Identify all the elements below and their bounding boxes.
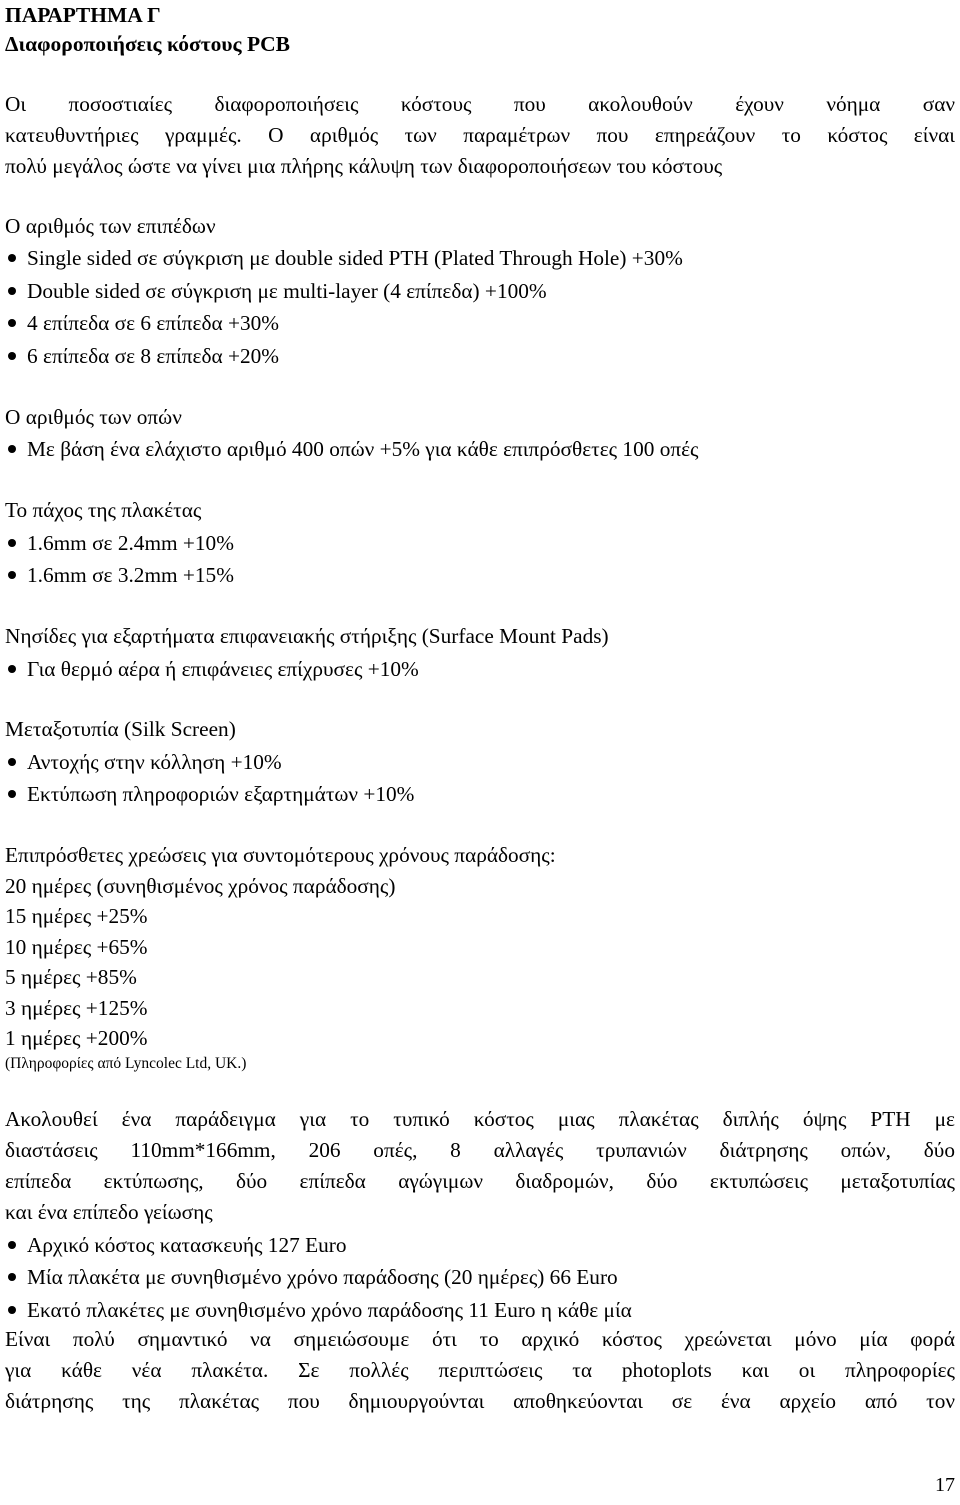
page-number: 17 bbox=[935, 1474, 955, 1496]
closing-line-2: για κάθε νέα πλακέτα. Σε πολλές περιπτώσεις τα photoplots και οι πληροφορίες bbox=[5, 1358, 955, 1382]
bullet-icon bbox=[8, 1241, 16, 1249]
closing-line-3: διάτρησης της πλακέτας που δημιουργούνται αποθηκεύονται σε ένα αρχείο από τον bbox=[5, 1389, 955, 1413]
intro-line-2: κατευθυντήριες γραμμές. Ο αριθμός των παραμέτρων που επηρεάζουν το κόστος είναι bbox=[5, 123, 955, 147]
bullet-icon bbox=[8, 758, 16, 766]
list-item: 1.6mm σε 2.4mm +10% bbox=[5, 528, 234, 559]
bullet-icon bbox=[8, 254, 16, 262]
example-line-4: και ένα επίπεδο γείωσης bbox=[5, 1200, 213, 1224]
intro-line-3: πολύ μεγάλος ώστε να γίνει μια πλήρης κάλυψη των διαφοροποιήσεων του κόστους bbox=[5, 154, 723, 178]
list-item: Για θερμό αέρα ή επιφάνειες επίχρυσες +10% bbox=[5, 654, 419, 685]
list-item: 4 επίπεδα σε 6 επίπεδα +30% bbox=[5, 308, 279, 339]
section-title-pads: Νησίδες για εξαρτήματα επιφανειακής στήριξης (Surface Mount Pads) bbox=[5, 624, 609, 648]
document-title: Διαφοροποιήσεις κόστους PCB bbox=[5, 32, 290, 56]
delivery-line: 20 ημέρες (συνηθισμένος χρόνος παράδοσης) bbox=[5, 874, 396, 898]
delivery-line: 15 ημέρες +25% bbox=[5, 904, 148, 928]
section-title-layers: Ο αριθμός των επιπέδων bbox=[5, 214, 216, 238]
delivery-line: 1 ημέρες +200% bbox=[5, 1026, 148, 1050]
example-line-3: επίπεδα εκτύπωσης, δύο επίπεδα αγώγιμων διαδρομών, δύο εκτυπώσεις μεταξοτυπίας bbox=[5, 1169, 955, 1193]
section-title-thickness: Το πάχος της πλακέτας bbox=[5, 498, 202, 522]
list-item: Αρχικό κόστος κατασκευής 127 Euro bbox=[5, 1230, 346, 1261]
section-title-holes: Ο αριθμός των οπών bbox=[5, 405, 182, 429]
bullet-icon bbox=[8, 287, 16, 295]
list-item: Αντοχής στην κόλληση +10% bbox=[5, 747, 282, 778]
bullet-icon bbox=[8, 445, 16, 453]
list-item: Με βάση ένα ελάχιστο αριθμό 400 οπών +5% για κάθε επιπρόσθετες 100 οπές bbox=[5, 434, 698, 465]
bullet-icon bbox=[8, 352, 16, 360]
list-item: Double sided σε σύγκριση με multi-layer (4 επίπεδα) +100% bbox=[5, 276, 547, 307]
list-item: Εκτύπωση πληροφοριών εξαρτημάτων +10% bbox=[5, 779, 414, 810]
bullet-icon bbox=[8, 665, 16, 673]
list-item: 1.6mm σε 3.2mm +15% bbox=[5, 560, 234, 591]
section-title-delivery: Επιπρόσθετες χρεώσεις για συντομότερους χρόνους παράδοσης: bbox=[5, 843, 556, 867]
section-title-silk: Μεταξοτυπία (Silk Screen) bbox=[5, 717, 236, 741]
bullet-icon bbox=[8, 1306, 16, 1314]
list-item: Single sided σε σύγκριση με double sided PTH (Plated Through Hole) +30% bbox=[5, 243, 683, 274]
intro-line-1: Οι ποσοστιαίες διαφοροποιήσεις κόστους που ακολουθούν έχουν νόημα σαν bbox=[5, 92, 955, 116]
example-line-2: διαστάσεις 110mm*166mm, 206 οπές, 8 αλλαγές τρυπανιών διάτρησης οπών, δύο bbox=[5, 1138, 955, 1162]
bullet-icon bbox=[8, 790, 16, 798]
appendix-heading: ΠΑΡΑΡΤΗΜΑ Γ bbox=[5, 3, 161, 27]
list-item: Μία πλακέτα με συνηθισμένο χρόνο παράδοσης (20 ημέρες) 66 Euro bbox=[5, 1262, 618, 1293]
delivery-line: 10 ημέρες +65% bbox=[5, 935, 148, 959]
bullet-icon bbox=[8, 1273, 16, 1281]
bullet-icon bbox=[8, 539, 16, 547]
example-line-1: Ακολουθεί ένα παράδειγμα για το τυπικό κόστος μιας πλακέτας διπλής όψης PTH με bbox=[5, 1107, 955, 1131]
list-item: Εκατό πλακέτες με συνηθισμένο χρόνο παράδοσης 11 Euro η κάθε μία bbox=[5, 1295, 632, 1326]
bullet-icon bbox=[8, 571, 16, 579]
list-item: 6 επίπεδα σε 8 επίπεδα +20% bbox=[5, 341, 279, 372]
closing-line-1: Είναι πολύ σημαντικό να σημειώσουμε ότι το αρχικό κόστος χρεώνεται μόνο μία φορά bbox=[5, 1327, 955, 1351]
delivery-line: 5 ημέρες +85% bbox=[5, 965, 137, 989]
source-note: (Πληροφορίες από Lyncolec Ltd, UK.) bbox=[5, 1055, 247, 1072]
bullet-icon bbox=[8, 319, 16, 327]
delivery-line: 3 ημέρες +125% bbox=[5, 996, 148, 1020]
